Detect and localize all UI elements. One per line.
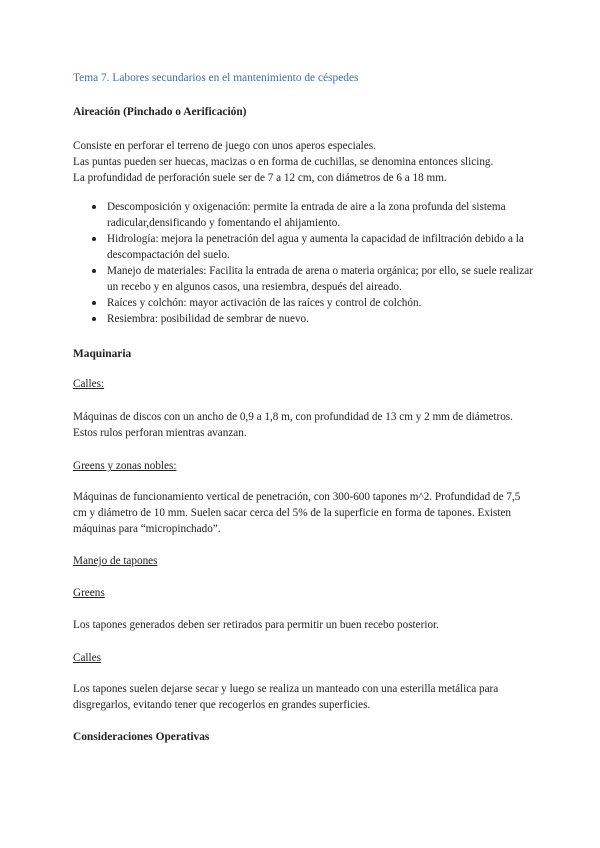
section-heading-maquinaria: Maquinaria xyxy=(73,348,132,360)
document-title: Tema 7. Labores secundarios en el mantenimiento de céspedes xyxy=(73,72,359,84)
calles-paragraph: Máquinas de discos con un ancho de 0,9 a 1,8 m, con profundidad de 13 cm y 2 mm de diámetros. Estos rulos perforan mientras avanzan. xyxy=(73,411,513,439)
list-item: Raíces y colchón: mayor activación de las raíces y control de colchón. xyxy=(73,295,543,311)
subheading-calles: Calles: xyxy=(73,378,105,390)
greens-tapones-paragraph: Los tapones generados deben ser retirados para permitir un buen recebo posterior. xyxy=(73,619,439,631)
list-item: Manejo de materiales: Facilita la entrada de arena o materia orgánica; por ello, se suele realizar un recebo y en algunos casos, una resiembra, después del aireado. xyxy=(73,263,543,295)
subheading-manejo-tapones: Manejo de tapones xyxy=(73,555,158,567)
list-item: Resiembra: posibilidad de sembrar de nuevo. xyxy=(73,311,543,327)
list-item: Descomposición y oxigenación: permite la entrada de aire a la zona profunda del sistema radicular,densificando y fomentando el ahijamiento. xyxy=(73,199,543,231)
aireacion-benefits-list xyxy=(73,199,543,327)
list-item: Hidrología: mejora la penetración del agua y aumenta la capacidad de infiltración debido a la descompactación del suelo. xyxy=(73,231,543,263)
greens-paragraph: Máquinas de funcionamiento vertical de penetración, con 300-600 tapones m^2. Profundidad de 7,5 cm y diámetro de 10 mm. Suelen sacar cerca del 5% de la superficie en forma de tapones. Existen máquinas para “micropinchado”. xyxy=(73,491,521,535)
subheading-calles-tapones: Calles xyxy=(73,652,101,664)
intro-line: Consiste en perforar el terreno de juego con unos aperos especiales. xyxy=(73,140,376,152)
intro-line: La profundidad de perforación suele ser de 7 a 12 cm, con diámetros de 6 a 18 mm. xyxy=(73,172,447,184)
subheading-greens: Greens xyxy=(73,587,105,599)
subheading-greens-zonas-nobles: Greens y zonas nobles: xyxy=(73,460,177,472)
aireacion-intro xyxy=(73,138,543,186)
section-heading-aireacion: Aireación (Pinchado o Aerificación) xyxy=(73,106,247,118)
intro-line: Las puntas pueden ser huecas, macizas o en forma de cuchillas, se denomina entonces slicing. xyxy=(73,156,494,168)
calles-tapones-paragraph: Los tapones suelen dejarse secar y luego se realiza un manteado con una esterilla metálica para disgregarlos, evitando tener que recogerlos en grandes superficies. xyxy=(73,683,499,711)
section-heading-consideraciones: Consideraciones Operativas xyxy=(73,731,210,743)
